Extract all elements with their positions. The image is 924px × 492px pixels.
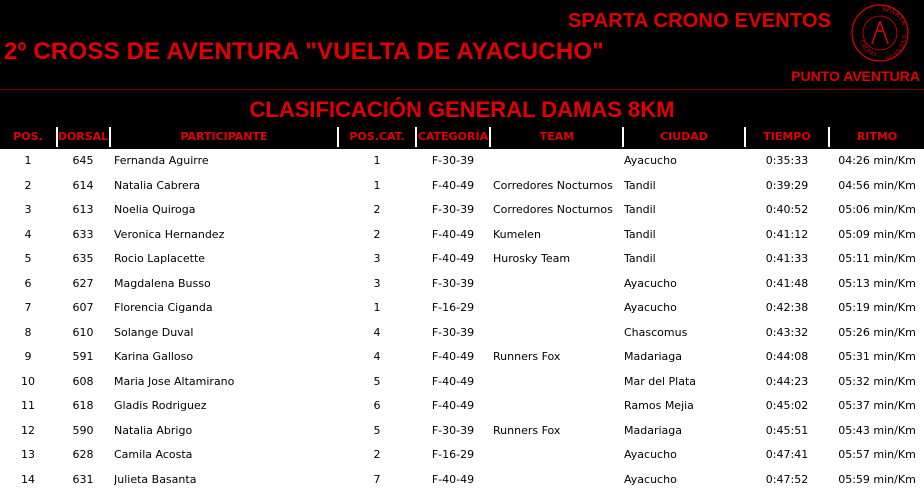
- table-cell: 05:59 min/Km: [838, 473, 916, 486]
- table-cell: 05:31 min/Km: [838, 350, 916, 363]
- table-row: [0, 296, 924, 320]
- table-cell: 590: [72, 424, 94, 437]
- table-cell: 05:11 min/Km: [838, 252, 916, 265]
- table-cell: 614: [72, 179, 94, 192]
- table-cell: Noelia Quiroga: [114, 203, 196, 216]
- table-cell: 0:39:29: [765, 179, 809, 192]
- table-cell: [493, 394, 623, 418]
- table-cell: Tandil: [624, 203, 656, 216]
- table-cell: F-40-49: [431, 375, 475, 388]
- column-separator: [415, 127, 417, 147]
- table-cell: 607: [72, 301, 94, 314]
- table-cell: 627: [72, 277, 94, 290]
- table-cell: 610: [72, 326, 94, 339]
- column-header: POS.: [13, 130, 43, 143]
- column-header: CATEGORÍA: [417, 130, 489, 143]
- table-cell: 7: [373, 473, 381, 486]
- table-cell: Madariaga: [624, 350, 682, 363]
- table-cell: Florencia Ciganda: [114, 301, 213, 314]
- table-cell: Natalia Cabrera: [114, 179, 201, 192]
- table-cell: Julieta Basanta: [114, 473, 197, 486]
- table-cell: 635: [72, 252, 94, 265]
- table-cell: 645: [72, 154, 94, 167]
- table-row: [0, 468, 924, 492]
- table-cell: F-16-29: [431, 448, 475, 461]
- table-cell: 0:41:12: [765, 228, 809, 241]
- table-cell: Ayacucho: [624, 473, 677, 486]
- table-cell: Fernanda Aguirre: [114, 154, 209, 167]
- table-cell: 05:32 min/Km: [838, 375, 916, 388]
- table-cell: Mar del Plata: [624, 375, 697, 388]
- table-cell: 05:37 min/Km: [838, 399, 916, 412]
- table-cell: 11: [21, 399, 35, 412]
- table-cell: 2: [24, 179, 32, 192]
- classification-title-text: CLASIFICACIÓN GENERAL DAMAS 8KM: [249, 97, 675, 122]
- table-cell: Madariaga: [624, 424, 682, 437]
- table-cell: 14: [21, 473, 35, 486]
- table-cell: 0:43:32: [765, 326, 809, 339]
- table-cell: 8: [24, 326, 32, 339]
- table-cell: [493, 468, 623, 492]
- table-cell: 5: [373, 424, 381, 437]
- table-cell: F-40-49: [431, 228, 475, 241]
- table-row: [0, 149, 924, 173]
- column-header: TEAM: [539, 130, 575, 143]
- column-header: CIUDAD: [660, 130, 708, 143]
- table-cell: 4: [373, 350, 381, 363]
- table-cell: [493, 321, 623, 345]
- table-cell: 1: [373, 301, 381, 314]
- table-cell: 633: [72, 228, 94, 241]
- table-row: [0, 198, 924, 222]
- table-cell: F-40-49: [431, 473, 475, 486]
- table-cell: 0:45:51: [765, 424, 809, 437]
- table-cell: 04:56 min/Km: [838, 179, 916, 192]
- table-row: [0, 272, 924, 296]
- table-cell: Kumelen: [493, 228, 541, 241]
- table-cell: Chascomus: [624, 326, 688, 339]
- column-separator: [489, 127, 491, 147]
- table-cell: Solange Duval: [114, 326, 194, 339]
- table-cell: 3: [373, 277, 381, 290]
- table-cell: 5: [373, 375, 381, 388]
- table-cell: F-30-39: [431, 203, 475, 216]
- table-row: [0, 419, 924, 443]
- table-cell: Gladis Rodriguez: [114, 399, 207, 412]
- table-cell: Corredores Nocturnos: [493, 203, 613, 216]
- column-separator: [744, 127, 746, 147]
- table-cell: 6: [24, 277, 32, 290]
- table-header: [0, 125, 924, 149]
- table-cell: 05:19 min/Km: [838, 301, 916, 314]
- table-cell: Tandil: [624, 179, 656, 192]
- table-cell: Corredores Nocturnos: [493, 179, 613, 192]
- header-bar: [0, 0, 924, 125]
- table-cell: 2: [373, 448, 381, 461]
- table-cell: 3: [373, 252, 381, 265]
- table-cell: 2: [373, 228, 381, 241]
- table-row: [0, 247, 924, 271]
- column-header: DORSAL: [57, 130, 109, 143]
- table-cell: 591: [72, 350, 94, 363]
- sparta-logo: [850, 3, 910, 63]
- table-cell: Rocio Laplacette: [114, 252, 206, 265]
- table-cell: 4: [24, 228, 32, 241]
- table-row: [0, 345, 924, 369]
- table-cell: [493, 296, 623, 320]
- table-cell: 0:41:48: [765, 277, 809, 290]
- column-header: POS.CAT.: [349, 130, 405, 143]
- svg-text:SPARTA: [882, 4, 910, 27]
- table-cell: 05:09 min/Km: [838, 228, 916, 241]
- logo-text-right: SPARTA: [881, 3, 910, 27]
- table-cell: Runners Fox: [493, 350, 561, 363]
- table-cell: 05:26 min/Km: [838, 326, 916, 339]
- table-cell: 1: [24, 154, 32, 167]
- table-cell: Maria Jose Altamirano: [114, 375, 235, 388]
- brand-name: SPARTA CRONO EVENTOS: [568, 10, 832, 32]
- table-cell: 13: [21, 448, 35, 461]
- table-cell: 5: [24, 252, 32, 265]
- table-cell: Ayacucho: [624, 448, 677, 461]
- column-header: PARTICIPANTE: [180, 130, 268, 143]
- table-row: [0, 174, 924, 198]
- table-cell: 0:42:38: [765, 301, 809, 314]
- table-cell: 0:40:52: [765, 203, 809, 216]
- table-row: [0, 394, 924, 418]
- table-cell: F-40-49: [431, 179, 475, 192]
- table-cell: 05:57 min/Km: [838, 448, 916, 461]
- table-cell: 10: [21, 375, 35, 388]
- table-cell: Hurosky Team: [493, 252, 571, 265]
- column-separator: [337, 127, 339, 147]
- table-cell: 628: [72, 448, 94, 461]
- section-subtitle: PUNTO AVENTURA: [791, 68, 920, 84]
- table-cell: Runners Fox: [493, 424, 561, 437]
- table-cell: 05:06 min/Km: [838, 203, 916, 216]
- table-row: [0, 370, 924, 394]
- table-cell: 04:26 min/Km: [838, 154, 916, 167]
- table-cell: 0:45:02: [765, 399, 809, 412]
- table-cell: [493, 149, 623, 173]
- column-header: RITMO: [856, 130, 898, 143]
- column-separator: [622, 127, 624, 147]
- table-cell: Camila Acosta: [114, 448, 193, 461]
- table-cell: F-16-29: [431, 301, 475, 314]
- table-cell: Ayacucho: [624, 277, 677, 290]
- column-separator: [56, 127, 58, 147]
- classification-title: [0, 97, 924, 123]
- column-header: TIEMPO: [763, 130, 811, 143]
- table-cell: 0:35:33: [765, 154, 809, 167]
- table-cell: F-30-39: [431, 424, 475, 437]
- table-cell: Tandil: [624, 228, 656, 241]
- table-cell: 0:44:23: [765, 375, 809, 388]
- table-cell: Natalia Abrigo: [114, 424, 193, 437]
- table-cell: 4: [373, 326, 381, 339]
- table-row: [0, 223, 924, 247]
- table-cell: Tandil: [624, 252, 656, 265]
- table-cell: F-30-39: [431, 277, 475, 290]
- table-cell: 0:47:52: [765, 473, 809, 486]
- table-cell: 618: [72, 399, 94, 412]
- table-cell: 613: [72, 203, 94, 216]
- table-cell: 1: [373, 154, 381, 167]
- column-separator: [109, 127, 111, 147]
- table-cell: [493, 443, 623, 467]
- column-separator: [828, 127, 830, 147]
- table-cell: [493, 272, 623, 296]
- table-cell: 7: [24, 301, 32, 314]
- table-cell: Karina Galloso: [114, 350, 194, 363]
- table-row: [0, 443, 924, 467]
- logo-text-bottom: CRONO: [858, 39, 878, 59]
- logo-text-side: EVENTOS: [884, 34, 908, 62]
- table-cell: 0:41:33: [765, 252, 809, 265]
- table-cell: Veronica Hernandez: [114, 228, 225, 241]
- table-cell: [493, 370, 623, 394]
- table-cell: F-30-39: [431, 326, 475, 339]
- table-cell: 1: [373, 179, 381, 192]
- table-cell: 608: [72, 375, 94, 388]
- table-cell: 6: [373, 399, 381, 412]
- table-cell: Ayacucho: [624, 301, 677, 314]
- table-cell: 9: [24, 350, 32, 363]
- table-cell: 12: [21, 424, 35, 437]
- table-cell: Magdalena Busso: [114, 277, 211, 290]
- header-divider: [0, 89, 924, 90]
- table-cell: 2: [373, 203, 381, 216]
- table-cell: Ayacucho: [624, 154, 677, 167]
- table-cell: F-40-49: [431, 399, 475, 412]
- event-title: 2º CROSS DE AVENTURA "VUELTA DE AYACUCHO": [4, 38, 604, 65]
- table-cell: 05:43 min/Km: [838, 424, 916, 437]
- table-cell: 05:13 min/Km: [838, 277, 916, 290]
- table-cell: Ramos Mejia: [624, 399, 694, 412]
- table-cell: 631: [72, 473, 94, 486]
- table-cell: F-40-49: [431, 252, 475, 265]
- table-cell: F-30-39: [431, 154, 475, 167]
- table-cell: 3: [24, 203, 32, 216]
- table-cell: F-40-49: [431, 350, 475, 363]
- table-row: [0, 321, 924, 345]
- table-cell: 0:47:41: [765, 448, 809, 461]
- table-cell: 0:44:08: [765, 350, 809, 363]
